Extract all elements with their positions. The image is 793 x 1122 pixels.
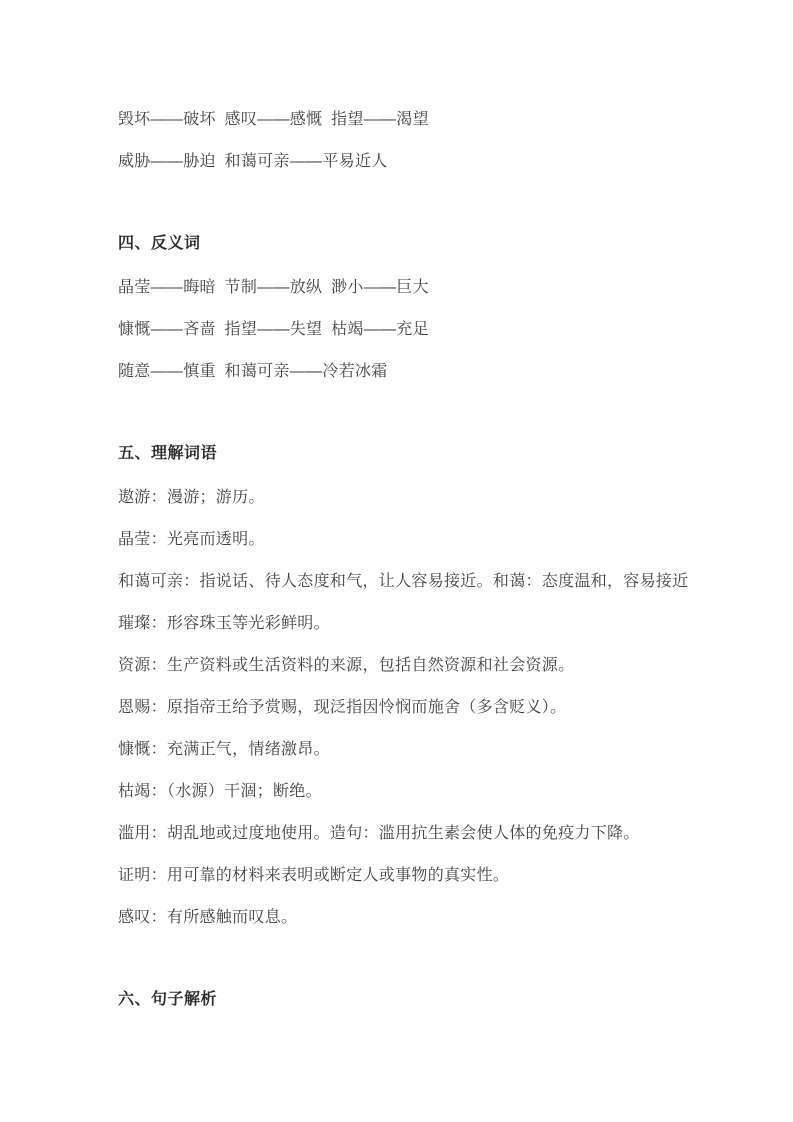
paragraph: 晶莹——晦暗 节制——放纵 渺小——巨大 [118,279,429,296]
paragraph: 和蔼可亲：指说话、待人态度和气，让人容易接近。和蔼：态度温和，容易接近 [118,573,689,590]
paragraph: 晶莹：光亮而透明。 [118,531,265,548]
paragraph: 恩赐：原指帝王给予赏赐，现泛指因怜悯而施舍（多含贬义）。 [118,699,567,716]
section-heading: 五、理解词语 [118,445,218,462]
paragraph: 滥用：胡乱地或过度地使用。造句：滥用抗生素会使人体的免疫力下降。 [118,825,640,842]
paragraph: 慷慨：充满正气，情绪激昂。 [118,741,330,758]
paragraph: 证明：用可靠的材料来表明或断定人或事物的真实性。 [118,867,510,884]
section-heading: 四、反义词 [118,235,201,252]
paragraph: 慷慨——吝啬 指望——失望 枯竭——充足 [118,321,429,338]
paragraph: 枯竭：（水源）干涸；断绝。 [118,783,322,800]
paragraph: 威胁——胁迫 和蔼可亲——平易近人 [118,153,388,170]
paragraph: 感叹：有所感触而叹息。 [118,909,298,926]
paragraph: 璀璨：形容珠玉等光彩鲜明。 [118,615,330,632]
section-heading: 六、句子解析 [118,991,218,1008]
paragraph: 随意——慎重 和蔼可亲——冷若冰霜 [118,363,388,380]
paragraph: 资源：生产资料或生活资料的来源，包括自然资源和社会资源。 [118,657,575,674]
paragraph: 毁坏——破坏 感叹——感慨 指望——渴望 [118,111,429,128]
paragraph: 遨游：漫游；游历。 [118,489,265,506]
